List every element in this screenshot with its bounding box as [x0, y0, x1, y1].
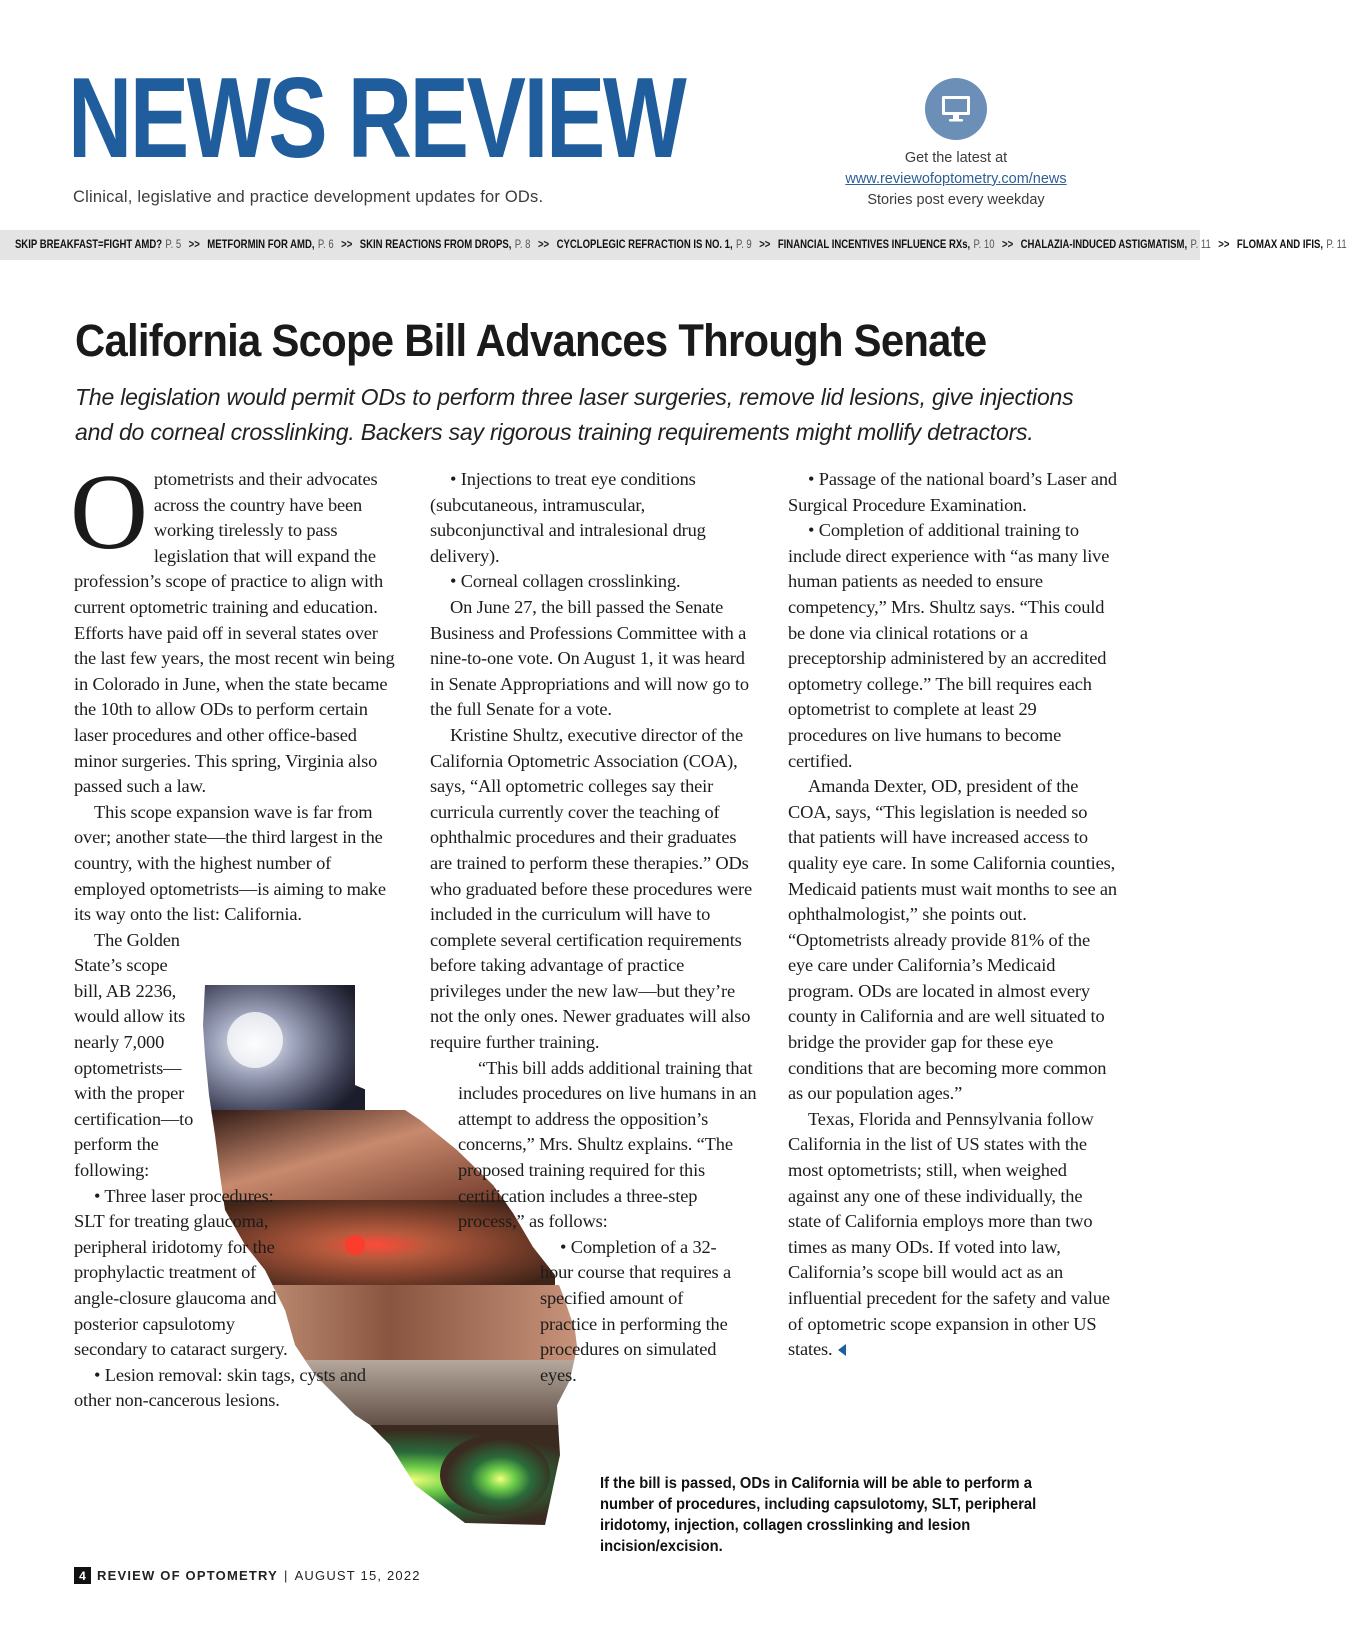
article-column-3: [788, 467, 1118, 1363]
article-bullet: • Three laser procedures: SLT for treating glaucoma, peripheral iridotomy for the prophylactic treatment of angle-closure glaucoma and posterior capsulotomy secondary to cataract surgery.: [74, 1185, 288, 1360]
teaser-separator: >>: [537, 239, 550, 251]
teaser-page: P. 11: [1190, 239, 1211, 251]
teaser-separator: >>: [341, 239, 353, 251]
article-headline: California Scope Bill Advances Through Senate: [75, 315, 987, 366]
teaser-item[interactable]: [1237, 239, 1347, 251]
masthead-tagline: Clinical, legislative and practice development updates for ODs.: [73, 188, 544, 206]
teaser-title: FINANCIAL INCENTIVES INFLUENCE RXs,: [777, 239, 971, 251]
article-paragraph: Kristine Shultz, executive director of the California Optometric Association (COA), says, “All optometric colleges say their curricula currently cover the teaching of ophthalmic procedures and their graduates are trained to perform these therapies.” ODs who graduated before these procedures were included in the curriculum will have to complete several certification requirements before taking advantage of practice privileges under the new law—but they’re not the only ones. Newer graduates will also require further training.: [430, 724, 753, 1053]
image-caption: If the bill is passed, ODs in California will be able to perform a number of procedures, including capsulotomy, SLT, peripheral iridotomy, injection, collagen crosslinking and lesion incision/excision.: [600, 1475, 1037, 1555]
article-bullet: • Injections to treat eye conditions (subcutaneous, intramuscular, subconjunctival and intralesional drug delivery).: [430, 469, 706, 566]
article-deck: The legislation would permit ODs to perform three laser surgeries, remove lid lesions, give injections and do corneal crosslinking. Backers say rigorous training requirements might mollify detractors.: [75, 384, 1074, 445]
teaser-page: P. 9: [735, 239, 752, 251]
teaser-list: [0, 239, 1347, 251]
teaser-page: P. 6: [317, 239, 334, 251]
article-paragraph: Optometrists and their advocates across the country have been working tirelessly to pass legislation that will expand the profession’s scope of practice to align with current optometric training and education. Efforts have paid off in several states over the last few years, the most recent win being in Colorado in June, when the state became the 10th to allow ODs to perform certain laser procedures and other office-based minor surgeries. This spring, Virginia also passed such a law.: [70, 453, 395, 797]
teaser-title: FLOMAX AND IFIS,: [1236, 239, 1323, 251]
monitor-icon: [925, 78, 987, 140]
web-promo-line3: Stories post every weekday: [867, 192, 1045, 208]
article-column-1: [70, 453, 399, 1414]
footer-separator: |: [283, 1568, 289, 1583]
article-bullet: • Completion of additional training to include direct experience with “as many live human patients as needed to ensure competency,” Mrs. Shultz says. “This could be done via clinical rotations or a preceptorship administered by an accredited optometry college.” The bill requires each optometrist to complete at least 29 procedures on live humans to become certified.: [788, 520, 1110, 771]
teaser-page: P. 10: [973, 239, 995, 251]
teaser-item[interactable]: [360, 239, 531, 251]
teaser-page: P. 8: [514, 239, 531, 251]
masthead-title: NEWS REVIEW: [68, 55, 685, 182]
article-bullet: • Lesion removal: skin tags, cysts and other non-cancerous lesions.: [74, 1364, 366, 1411]
teaser-title: SKIP BREAKFAST=FIGHT AMD?: [14, 239, 163, 251]
article-bullet: • Completion of a 32-hour course that requires a specified amount of practice in performing the procedures on simulated eyes.: [540, 1236, 732, 1385]
teaser-title: METFORMIN FOR AMD,: [207, 239, 315, 251]
article-paragraph: Texas, Florida and Pennsylvania follow California in the list of US states with the most optometrists; still, when weighed against any one of these individually, the state of California employs more than two times as many ODs. If voted into law, California’s scope bill would act as an influential precedent for the safety and value of optometric scope expansion in other US states.: [788, 1108, 1110, 1360]
article-paragraph: This scope expansion wave is far from over; another state—the third largest in the country, with the highest number of employed optometrists—is aiming to make its way onto the list: California.: [74, 801, 386, 925]
article-paragraph: The Golden State’s scope bill, AB 2236, would allow its nearly 7,000 optometrists—with the proper certification—to perform the following:: [74, 929, 194, 1181]
page-footer: [74, 1567, 421, 1584]
page-number: 4: [74, 1567, 91, 1584]
teaser-item[interactable]: [15, 239, 181, 251]
teaser-title: CHALAZIA-INDUCED ASTIGMATISM,: [1020, 239, 1188, 251]
publication-name: REVIEW OF OPTOMETRY: [97, 1568, 278, 1583]
web-promo-line1: Get the latest at: [904, 150, 1008, 166]
teaser-separator: >>: [1002, 239, 1014, 251]
teaser-separator: >>: [1218, 239, 1230, 251]
teaser-item[interactable]: [778, 239, 995, 251]
teaser-item[interactable]: [557, 239, 752, 251]
article-paragraph: On June 27, the bill passed the Senate Business and Professions Committee with a nine-to-one vote. On August 1, it was heard in Senate Appropriations and will now go to the full Senate for a vote.: [430, 596, 749, 720]
article-column-2: [430, 467, 758, 1388]
issue-date: AUGUST 15, 2022: [294, 1568, 421, 1583]
article-bullet: • Corneal collagen crosslinking.: [450, 571, 681, 592]
teaser-title: CYCLOPLEGIC REFRACTION IS NO. 1,: [556, 239, 733, 251]
teaser-separator: >>: [188, 239, 200, 251]
web-promo: [818, 78, 1094, 211]
teaser-item[interactable]: [207, 239, 333, 251]
article-paragraph: Amanda Dexter, OD, president of the COA, says, “This legislation is needed so that patients will have increased access to quality eye care. In some California counties, Medicaid patients must wait months to see an ophthalmologist,” she points out. “Optometrists already provide 81% of the eye care under California’s Medicaid program. ODs are located in almost every county in California and are well situated to bridge the provider gap for these eye conditions that are becoming more common as our population ages.”: [788, 776, 1117, 1104]
teaser-page: P. 11: [1326, 239, 1347, 251]
drop-cap: O: [70, 453, 148, 572]
article-paragraph: “This bill adds additional training that includes procedures on live humans in an attempt to address the opposition’s concerns,” Mrs. Shultz explains. “The proposed training required for this certification includes a three-step process,” as follows:: [458, 1057, 757, 1232]
teaser-item[interactable]: [1021, 239, 1211, 251]
web-url-link[interactable]: www.reviewofoptometry.com/news: [845, 171, 1067, 187]
teaser-bar: [0, 230, 1347, 260]
teaser-page: P. 5: [165, 239, 182, 251]
teaser-separator: >>: [759, 239, 771, 251]
article-bullet: • Passage of the national board’s Laser and Surgical Procedure Examination.: [788, 469, 1117, 515]
end-of-story-icon: [838, 1344, 846, 1356]
teaser-title: SKIN REACTIONS FROM DROPS,: [359, 239, 512, 251]
